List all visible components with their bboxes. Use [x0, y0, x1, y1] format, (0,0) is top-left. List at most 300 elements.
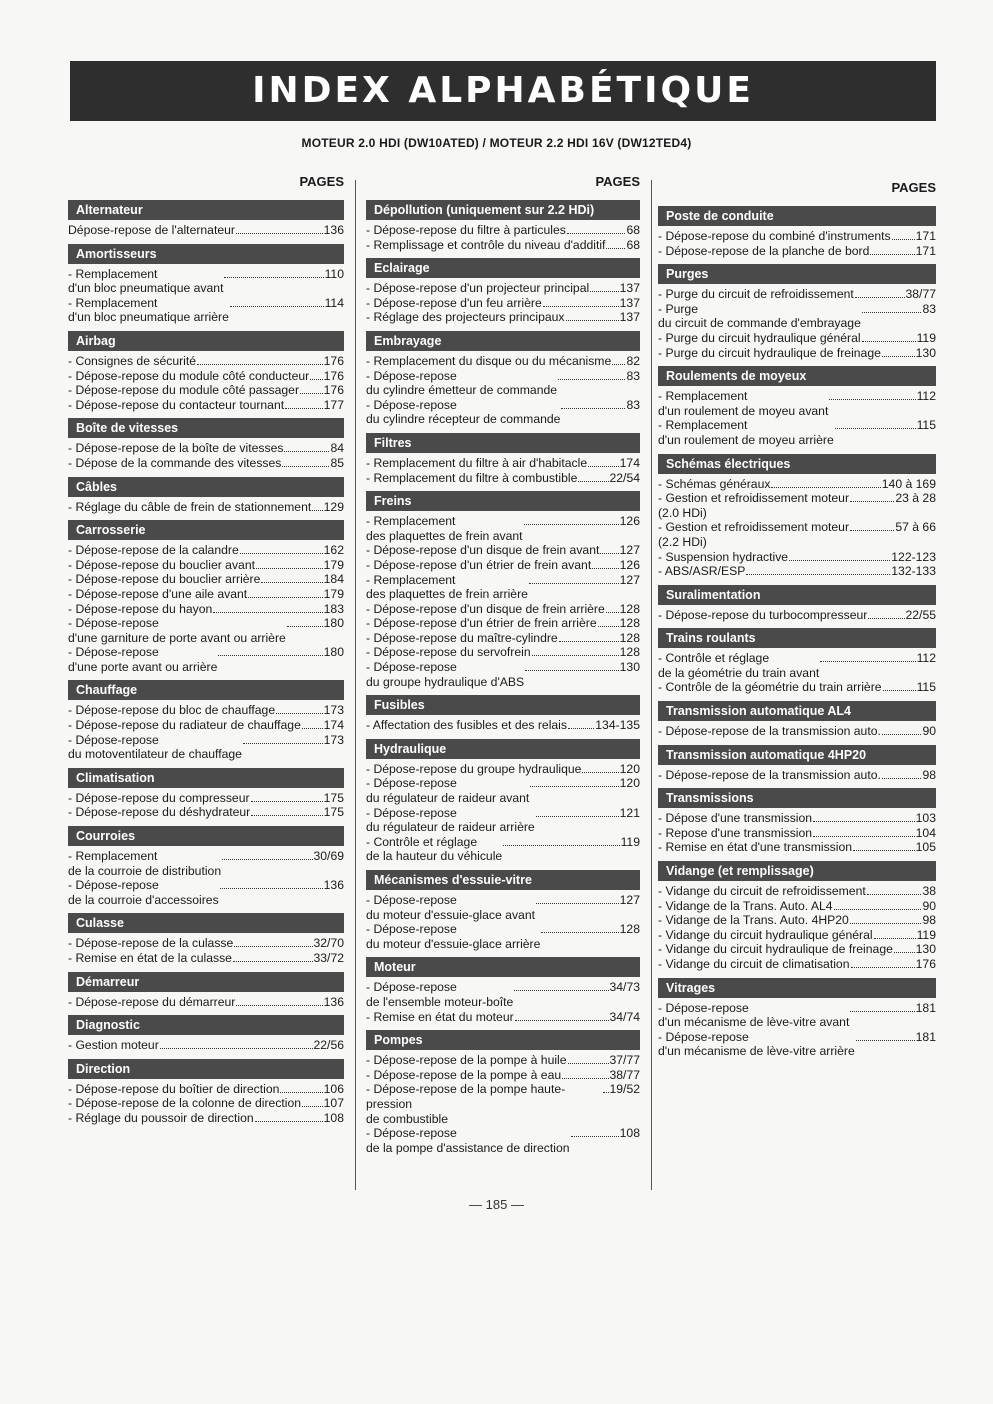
index-entry: [366, 1082, 640, 1126]
entry-page: 84: [330, 441, 344, 456]
index-entry: [658, 768, 936, 783]
index-entry: [68, 398, 344, 413]
entry-label: - Dépose-repose du maître-cylindre: [366, 630, 558, 645]
entry-label: - Dépose-repose de la colonne de direction: [68, 1096, 302, 1111]
entry-page: 184: [323, 572, 344, 587]
entry-label: - Dépose-repose du moteur d'essuie-glace avant: [366, 893, 535, 922]
index-section: [68, 331, 344, 412]
dot-leader: [829, 399, 915, 400]
dot-leader: [882, 734, 922, 735]
entry-page: 120: [619, 761, 640, 776]
index-entry: [68, 791, 344, 806]
index-entry: [68, 616, 344, 645]
index-entry: [658, 913, 936, 928]
index-entry: [366, 1010, 640, 1025]
entry-page: 119: [916, 330, 936, 345]
dot-leader: [868, 618, 904, 619]
index-section: [68, 1059, 344, 1126]
entry-label: - Dépose-repose d'un disque de frein avant: [366, 543, 600, 558]
section-title: Purges: [658, 264, 936, 284]
dot-leader: [561, 408, 625, 409]
dot-leader: [853, 850, 915, 851]
index-entry: [366, 660, 640, 689]
dot-leader: [850, 923, 922, 924]
index-entry: [658, 491, 936, 520]
dot-leader: [529, 583, 619, 584]
entry-page: 179: [323, 586, 344, 601]
section-title: Freins: [366, 491, 640, 511]
index-entry: [658, 724, 936, 739]
entry-page: 90: [922, 724, 936, 739]
entry-label: - Dépose de la commande des vitesses: [68, 455, 282, 470]
dot-leader: [543, 306, 619, 307]
entry-label: - Remplacement des plaquettes de frein arrière: [366, 572, 528, 602]
entry-label: - Dépose-repose d'une aile avant: [68, 586, 248, 601]
entry-label: - Remplacement d'un bloc pneumatique arrière: [68, 295, 229, 325]
index-entry: [68, 500, 344, 515]
index-entry: [68, 718, 344, 733]
index-section: [366, 1030, 640, 1155]
entry-page: 126: [619, 514, 640, 529]
index-section: [68, 913, 344, 965]
section-title: Embrayage: [366, 331, 640, 351]
entry-label: - Remplacement du filtre à air d'habitacle: [366, 455, 588, 470]
entry-label: - Dépose-repose d'un mécanisme de lève-vitre arrière: [658, 1029, 855, 1059]
dot-leader: [160, 1048, 313, 1049]
entry-label: - Remplacement des plaquettes de frein avant: [366, 514, 523, 543]
entry-page: 127: [619, 893, 640, 907]
index-section: [658, 454, 936, 579]
section-title: Trains roulants: [658, 628, 936, 648]
section-title: Culasse: [68, 913, 344, 933]
entry-label: - Dépose-repose du motoventilateur de chauffage: [68, 732, 242, 762]
section-title: Transmission automatique 4HP20: [658, 745, 936, 765]
index-entry: [366, 558, 640, 573]
entry-page: 82: [626, 353, 640, 368]
entry-label: - Gestion moteur: [68, 1038, 159, 1053]
pages-header: PAGES: [595, 174, 640, 189]
dot-leader: [287, 626, 323, 627]
dot-leader: [276, 713, 323, 714]
index-entry: [658, 826, 936, 841]
dot-leader: [568, 728, 594, 729]
entry-page: 108: [323, 1110, 344, 1125]
entry-label: - Purge du circuit de refroidissement: [658, 287, 854, 302]
dot-leader: [874, 938, 916, 939]
entry-page: 83: [922, 301, 936, 316]
index-entry: [366, 1053, 640, 1068]
dot-leader: [850, 530, 894, 531]
index-entry: [68, 572, 344, 587]
index-section: [658, 745, 936, 783]
dot-leader: [282, 466, 329, 467]
section-title: Alternateur: [68, 200, 344, 220]
section-title: Suralimentation: [658, 585, 936, 605]
entry-page: 175: [323, 790, 344, 805]
entry-label: - Dépose-repose de la pompe à huile: [366, 1053, 567, 1068]
index-entry: [658, 942, 936, 957]
index-entry: [658, 287, 936, 302]
index-column-2: [366, 174, 640, 1161]
entry-page: 137: [619, 310, 640, 325]
section-title: Direction: [68, 1059, 344, 1079]
entry-label: - Réglage des projecteurs principaux: [366, 310, 565, 325]
dot-leader: [243, 743, 323, 744]
entry-label: - Dépose-repose d'un étrier de frein avant: [366, 557, 592, 572]
index-entry: [366, 645, 640, 660]
index-entry: [68, 936, 344, 951]
dot-leader: [612, 364, 625, 365]
dot-leader: [562, 1078, 608, 1079]
section-title: Hydraulique: [366, 739, 640, 759]
entry-page: 176: [323, 353, 344, 368]
index-entry: [658, 564, 936, 579]
index-entry: [658, 229, 936, 244]
entry-label: - Dépose-repose du démarreur: [68, 994, 236, 1009]
entry-page: 162: [323, 543, 344, 558]
dot-leader: [515, 1020, 609, 1021]
index-section: [366, 695, 640, 733]
dot-leader: [834, 909, 922, 910]
index-entry: [68, 456, 344, 471]
dot-leader: [234, 946, 312, 947]
section-title: Transmission automatique AL4: [658, 701, 936, 721]
column-divider: [355, 180, 356, 1190]
index-section: [658, 366, 936, 447]
dot-leader: [236, 233, 323, 234]
entry-label: - Dépose-repose du radiateur de chauffage: [68, 718, 301, 733]
index-entry: [658, 244, 936, 259]
entry-page: 174: [323, 718, 344, 733]
entry-page: 90: [922, 898, 936, 913]
entry-label: - Consignes de sécurité: [68, 353, 197, 368]
section-title: Airbag: [68, 331, 344, 351]
entry-page: 121: [619, 805, 640, 820]
index-entry: [366, 1068, 640, 1083]
dot-leader: [559, 641, 619, 642]
index-entry: [658, 346, 936, 361]
dot-leader: [870, 254, 914, 255]
dot-leader: [883, 690, 916, 691]
dot-leader: [567, 233, 626, 234]
entry-page: 128: [619, 645, 640, 660]
entry-label: - Repose d'une transmission: [658, 825, 813, 840]
dot-leader: [856, 1040, 915, 1041]
entry-page: 119: [620, 834, 640, 849]
index-section: [658, 628, 936, 695]
entry-label: - Dépose-repose de la boîte de vitesses: [68, 441, 284, 456]
entry-label: - Dépose-repose du groupe hydraulique: [366, 761, 582, 776]
section-title: Vidange (et remplissage): [658, 861, 936, 881]
pages-header: PAGES: [299, 174, 344, 189]
index-section: [658, 701, 936, 739]
entry-page: 114: [324, 295, 344, 310]
entry-page: 85: [330, 455, 344, 470]
entry-label: - Dépose-repose du contacteur tournant: [68, 397, 285, 412]
dot-leader: [256, 568, 323, 569]
entry-page: 57 à 66: [895, 520, 936, 535]
index-entry: [366, 980, 640, 1009]
entry-label: - Dépose-repose d'une porte avant ou arrière: [68, 645, 218, 674]
entry-label: - Dépose-repose de l'ensemble moteur-boîte: [366, 980, 514, 1009]
entry-page: 136: [323, 878, 344, 893]
entry-label: - Remise en état du moteur: [366, 1009, 514, 1024]
entry-page: 127: [619, 543, 640, 558]
section-title: Démarreur: [68, 972, 344, 992]
entry-page: 38/77: [905, 287, 936, 302]
section-title: Câbles: [68, 477, 344, 497]
dot-leader: [218, 655, 322, 656]
dot-leader: [592, 568, 618, 569]
entry-page: 38: [922, 884, 936, 899]
dot-leader: [255, 1121, 323, 1122]
index-entry: [68, 354, 344, 369]
index-entry: [658, 899, 936, 914]
dot-leader: [850, 501, 894, 502]
index-entry: [366, 296, 640, 311]
entry-label: - Dépose-repose du bouclier avant: [68, 557, 255, 572]
dot-leader: [233, 961, 313, 962]
entry-label: - Purge du circuit hydraulique général: [658, 330, 861, 345]
index-entry: [68, 1038, 344, 1053]
dot-leader: [220, 888, 323, 889]
entry-page: 171: [915, 229, 936, 243]
index-entry: [366, 310, 640, 325]
index-entry: [68, 558, 344, 573]
section-title: Poste de conduite: [658, 206, 936, 226]
entry-label: - Vidange du circuit de refroidissement: [658, 884, 866, 899]
dot-leader: [566, 320, 619, 321]
entry-page: 140 à 169: [881, 476, 936, 491]
dot-leader: [771, 487, 880, 488]
dot-leader: [524, 524, 619, 525]
entry-page: 128: [619, 630, 640, 645]
index-entry: [68, 703, 344, 718]
entry-label: - Contrôle et réglage de la géométrie du train avant: [658, 651, 820, 680]
index-entry: [366, 631, 640, 646]
dot-leader: [603, 1092, 609, 1093]
entry-page: 33/72: [313, 951, 344, 965]
index-entry: [658, 1030, 936, 1059]
page-title: INDEX ALPHABÉTIQUE: [70, 61, 936, 121]
section-title: Diagnostic: [68, 1015, 344, 1035]
entry-label: - Schémas généraux: [658, 476, 771, 491]
entry-page: 130: [915, 345, 936, 360]
index-column-3: [658, 174, 936, 1065]
entry-label: - Dépose-repose du régulateur de raideur avant: [366, 776, 530, 806]
index-section: [366, 957, 640, 1024]
entry-label: - Gestion et refroidissement moteur (2.2 HDi): [658, 520, 850, 549]
index-entry: [366, 922, 640, 951]
entry-label: - Dépose-repose de la transmission auto.: [658, 767, 881, 782]
entry-page: 22/55: [905, 607, 936, 622]
index-section: [68, 418, 344, 470]
index-entry: [366, 369, 640, 398]
entry-page: 122-123: [891, 549, 936, 564]
entry-page: 132-133: [891, 564, 936, 579]
dot-leader: [820, 661, 915, 662]
entry-label: - Remise en état de la culasse: [68, 951, 232, 965]
dot-leader: [600, 553, 618, 554]
index-entry: [366, 776, 640, 805]
entry-label: - Dépose-repose d'une garniture de porte avant ou arrière: [68, 616, 286, 645]
index-section: [366, 258, 640, 325]
entry-page: 115: [916, 680, 936, 695]
entry-page: 176: [323, 383, 344, 398]
entry-label: - Dépose d'une transmission: [658, 811, 813, 826]
dot-leader: [606, 612, 619, 613]
index-entry: [658, 389, 936, 418]
index-entry: [658, 884, 936, 899]
index-entry: [68, 878, 344, 907]
index-entry: [366, 471, 640, 486]
entry-label: - Remplacement du filtre à combustible: [366, 470, 578, 485]
index-section: [68, 477, 344, 515]
index-entry: [366, 762, 640, 777]
dot-leader: [598, 626, 619, 627]
index-section: [366, 200, 640, 252]
dot-leader: [230, 306, 324, 307]
entry-label: - Réglage du poussoir de direction: [68, 1110, 254, 1125]
section-title: Courroies: [68, 826, 344, 846]
entry-page: 130: [915, 942, 936, 957]
entry-label: - Remise en état d'une transmission: [658, 840, 853, 855]
dot-leader: [197, 364, 323, 365]
index-entry: [366, 543, 640, 558]
entry-page: 106: [323, 1081, 344, 1096]
entry-label: - Dépose-repose du combiné d'instruments: [658, 229, 891, 243]
entry-label: - Contrôle de la géométrie du train arrière: [658, 680, 882, 695]
section-title: Mécanismes d'essuie-vitre: [366, 870, 640, 890]
dot-leader: [568, 1063, 609, 1064]
index-section: [68, 244, 344, 325]
entry-label: - Vidange de la Trans. Auto. AL4: [658, 898, 833, 913]
entry-page: 103: [915, 811, 936, 826]
section-title: Climatisation: [68, 768, 344, 788]
dot-leader: [789, 560, 890, 561]
index-entry: [366, 893, 640, 922]
index-section: [366, 739, 640, 864]
entry-page: 176: [915, 957, 936, 971]
index-entry: [68, 602, 344, 617]
entry-label: - Dépose-repose du régulateur de raideur arrière: [366, 805, 535, 835]
index-entry: [658, 608, 936, 623]
entry-page: 38/77: [609, 1067, 640, 1082]
index-section: [68, 680, 344, 761]
entry-label: - Dépose-repose du cylindre émetteur de commande: [366, 368, 558, 398]
entry-page: 115: [916, 418, 936, 433]
dot-leader: [813, 836, 915, 837]
entry-label: - Dépose-repose de la pompe à eau: [366, 1067, 562, 1082]
section-title: Pompes: [366, 1030, 640, 1050]
dot-leader: [882, 356, 915, 357]
index-entry: [68, 296, 344, 325]
dot-leader: [855, 297, 905, 298]
dot-leader: [236, 1005, 322, 1006]
index-entry: [366, 616, 640, 631]
index-entry: [68, 951, 344, 966]
index-section: [366, 491, 640, 689]
entry-label: Dépose-repose de l'alternateur: [68, 223, 235, 237]
entry-label: - Dépose-repose du déshydrateur: [68, 805, 251, 820]
entry-page: 136: [323, 994, 344, 1009]
index-entry: [658, 1001, 936, 1030]
entry-page: 37/77: [609, 1053, 640, 1068]
dot-leader: [862, 312, 922, 313]
index-entry: [658, 477, 936, 492]
entry-label: - Dépose-repose de la transmission auto.: [658, 724, 881, 739]
entry-page: 22/56: [313, 1038, 344, 1053]
entry-label: - Dépose-repose d'un mécanisme de lève-vitre avant: [658, 1000, 850, 1030]
index-entry: [658, 957, 936, 972]
dot-leader: [503, 845, 619, 846]
entry-page: 83: [626, 368, 640, 383]
dot-leader: [514, 990, 608, 991]
dot-leader: [541, 932, 618, 933]
entry-label: - Dépose-repose de la planche de bord: [658, 243, 870, 258]
dot-leader: [261, 582, 322, 583]
dot-leader: [862, 341, 916, 342]
entry-label: - Vidange de la Trans. Auto. 4HP20: [658, 913, 849, 928]
entry-label: - Vidange du circuit hydraulique général: [658, 927, 873, 942]
entry-page: 68: [626, 223, 640, 237]
entry-label: - Dépose-repose de la courroie d'accessoires: [68, 878, 219, 907]
section-title: Fusibles: [366, 695, 640, 715]
index-entry: [366, 602, 640, 617]
dot-leader: [222, 859, 312, 860]
index-entry: [68, 805, 344, 820]
entry-label: - Dépose-repose du boîtier de direction: [68, 1081, 280, 1096]
entry-label: - Remplacement du disque ou du mécanisme: [366, 353, 612, 368]
section-title: Eclairage: [366, 258, 640, 278]
entry-page: 112: [916, 651, 936, 666]
dot-leader: [280, 1092, 322, 1093]
entry-label: - Dépose-repose du bouclier arrière: [68, 572, 261, 587]
entry-page: 83: [626, 397, 640, 412]
entry-label: - Gestion et refroidissement moteur (2.0 HDi): [658, 491, 850, 520]
index-entry: [366, 398, 640, 427]
section-title: Vitrages: [658, 978, 936, 998]
entry-page: 98: [922, 913, 936, 928]
index-section: [658, 978, 936, 1059]
index-section: [68, 1015, 344, 1053]
entry-label: - Affectation des fusibles et des relais: [366, 718, 567, 733]
entry-page: 180: [323, 645, 344, 660]
index-section: [68, 520, 344, 674]
dot-leader: [310, 379, 322, 380]
section-title: Roulements de moyeux: [658, 366, 936, 386]
entry-label: - Purge du circuit hydraulique de freinage: [658, 345, 881, 360]
index-section: [68, 972, 344, 1010]
entry-label: - Contrôle et réglage de la hauteur du véhicule: [366, 834, 503, 864]
index-section: [68, 768, 344, 820]
dot-leader: [813, 821, 915, 822]
dot-leader: [532, 655, 619, 656]
section-title: Transmissions: [658, 788, 936, 808]
entry-label: - Dépose-repose du cylindre récepteur de commande: [366, 397, 561, 427]
index-entry: [68, 543, 344, 558]
index-section: [68, 200, 344, 238]
dot-leader: [530, 786, 618, 787]
section-title: Filtres: [366, 433, 640, 453]
entry-page: 107: [323, 1096, 344, 1111]
dot-leader: [571, 1136, 619, 1137]
index-entry: [68, 369, 344, 384]
dot-leader: [746, 574, 890, 575]
index-entry: [68, 267, 344, 296]
dot-leader: [882, 778, 922, 779]
entry-label: - Suspension hydractive: [658, 549, 789, 564]
